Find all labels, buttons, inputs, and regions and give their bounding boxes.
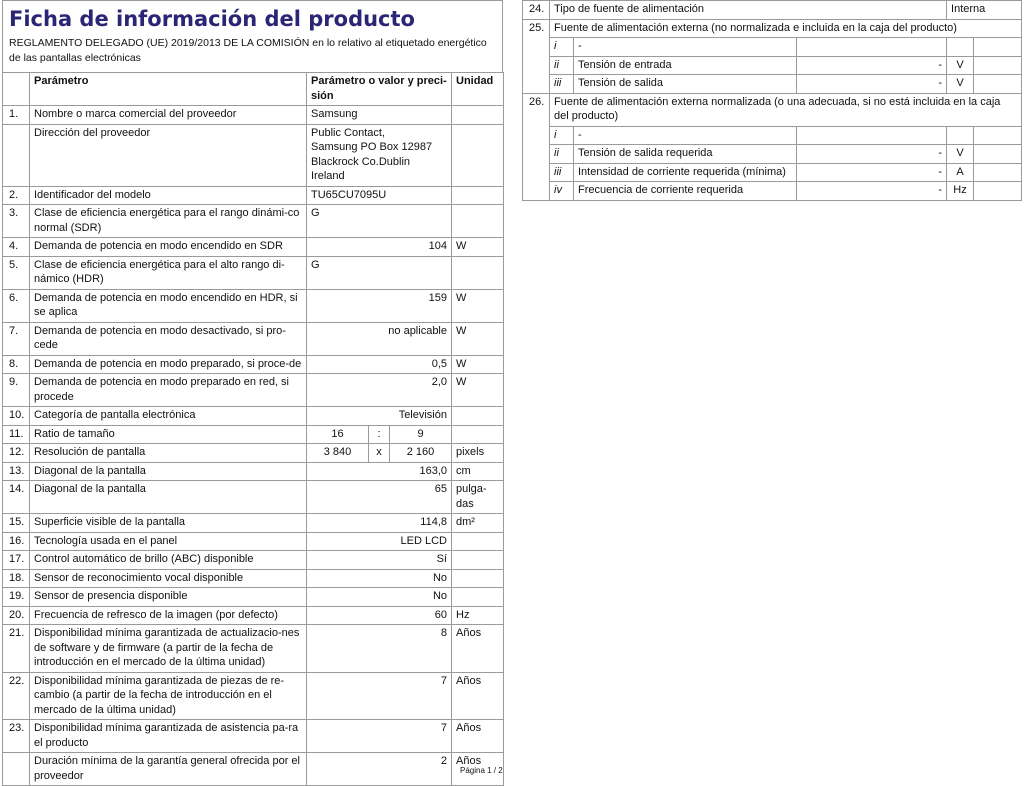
sub-unit: A (947, 163, 974, 182)
table-row (3, 753, 504, 786)
page-number: Página 1 / 2 (460, 766, 503, 775)
row-label: Demanda de potencia en modo preparado en red, si procede (30, 374, 307, 407)
row-label: Duración mínima de la garantía general ofrecida por el proveedor (30, 753, 307, 786)
table-row (3, 205, 504, 238)
sub-index: i (550, 126, 574, 145)
document-header (2, 0, 503, 72)
row-label: Ratio de tamaño (30, 425, 307, 444)
table-row (523, 182, 1022, 201)
row-number: 12. (3, 444, 30, 463)
sub-unit: V (947, 56, 974, 75)
table-row (3, 481, 504, 514)
row-value: Public Contact, Samsung PO Box 12987 Blackrock Co.Dublin Ireland (307, 124, 452, 186)
row-number: 15. (3, 514, 30, 533)
sub-value: - (797, 145, 947, 164)
row-value: 8 (307, 625, 452, 673)
sub-label: Frecuencia de corriente requerida (574, 182, 797, 201)
row-number: 16. (3, 532, 30, 551)
ratio-height-value: 9 (390, 425, 452, 444)
table-row (3, 551, 504, 570)
row-unit: pixels (452, 444, 504, 463)
row-number: 6. (3, 289, 30, 322)
product-info-panel (2, 0, 503, 786)
row-unit: Hz (452, 606, 504, 625)
table-row (523, 1, 1022, 20)
row-value: 114,8 (307, 514, 452, 533)
table-row (3, 238, 504, 257)
row-number: 19. (3, 588, 30, 607)
row-number: 8. (3, 355, 30, 374)
row-value: 60 (307, 606, 452, 625)
row-value: Interna (947, 1, 1022, 20)
row-unit (452, 407, 504, 426)
parameters-table (2, 72, 504, 786)
row-unit: Años (452, 672, 504, 720)
table-row (523, 75, 1022, 94)
row-unit (452, 106, 504, 125)
row-unit: pulga-das (452, 481, 504, 514)
row-number: 18. (3, 569, 30, 588)
ratio-separator: : (369, 425, 390, 444)
row-value: No (307, 569, 452, 588)
sub-unit (947, 126, 974, 145)
sub-index: iii (550, 163, 574, 182)
row-value: 159 (307, 289, 452, 322)
sub-index: iv (550, 182, 574, 201)
row-value: 7 (307, 672, 452, 720)
row-value: 7 (307, 720, 452, 753)
sub-label: - (574, 38, 797, 57)
row-unit: W (452, 238, 504, 257)
row-label: Disponibilidad mínima garantizada de actualizacio-nes de software y de firmware (a partir de la fecha de introducción en el mercado de la última unidad) (30, 625, 307, 673)
row-value: TU65CU7095U (307, 186, 452, 205)
row-unit (452, 588, 504, 607)
row-value: no aplicable (307, 322, 452, 355)
table-row (523, 56, 1022, 75)
row-label: Superficie visible de la pantalla (30, 514, 307, 533)
row-number (3, 124, 30, 186)
table-row (3, 588, 504, 607)
row-number: 14. (3, 481, 30, 514)
row-unit (452, 186, 504, 205)
row-number: 13. (3, 462, 30, 481)
row-unit: Años (452, 753, 504, 786)
sub-index: i (550, 38, 574, 57)
resolution-height-value: 2 160 (390, 444, 452, 463)
row-value: Samsung (307, 106, 452, 125)
table-row (3, 407, 504, 426)
row-label: Identificador del modelo (30, 186, 307, 205)
row-label: Categoría de pantalla electrónica (30, 407, 307, 426)
row-value: No (307, 588, 452, 607)
table-row (523, 19, 1022, 38)
row-label: Disponibilidad mínima garantizada de piezas de re-cambio (a partir de la fecha de introducción en el mercado de la última unidad) (30, 672, 307, 720)
row-label: Nombre o marca comercial del proveedor (30, 106, 307, 125)
table-row (3, 672, 504, 720)
header-unit: Unidad (452, 73, 504, 106)
row-value: 104 (307, 238, 452, 257)
row-label: Diagonal de la pantalla (30, 481, 307, 514)
sub-value (797, 126, 947, 145)
row-unit (452, 569, 504, 588)
row-unit: W (452, 322, 504, 355)
row-number (3, 753, 30, 786)
row-value: 0,5 (307, 355, 452, 374)
row-label: Resolución de pantalla (30, 444, 307, 463)
row-number: 3. (3, 205, 30, 238)
row-value: 2 (307, 753, 452, 786)
table-header-row (3, 73, 504, 106)
header-parameter: Parámetro (30, 73, 307, 106)
row-label: Sensor de presencia disponible (30, 588, 307, 607)
sub-value: - (797, 56, 947, 75)
sub-label: - (574, 126, 797, 145)
table-row (3, 186, 504, 205)
row-number: 4. (3, 238, 30, 257)
sub-value (797, 38, 947, 57)
table-row (3, 514, 504, 533)
row-label: Demanda de potencia en modo preparado, si proce-de (30, 355, 307, 374)
table-row (3, 720, 504, 753)
row-number: 24. (523, 1, 550, 20)
row-unit (452, 205, 504, 238)
row-value: G (307, 205, 452, 238)
table-row (3, 374, 504, 407)
row-value: 65 (307, 481, 452, 514)
row-label: Sensor de reconocimiento vocal disponible (30, 569, 307, 588)
row-number: 20. (3, 606, 30, 625)
ratio-width-value: 16 (307, 425, 369, 444)
table-row (523, 126, 1022, 145)
table-row (523, 38, 1022, 57)
table-row (3, 532, 504, 551)
row-label: Demanda de potencia en modo desactivado, si pro-cede (30, 322, 307, 355)
row-label: Fuente de alimentación externa normalizada (o una adecuada, si no está incluida en la caja del producto) (550, 93, 1022, 126)
row-number: 10. (3, 407, 30, 426)
row-number: 5. (3, 256, 30, 289)
row-number: 11. (3, 425, 30, 444)
table-row (523, 163, 1022, 182)
table-row (3, 462, 504, 481)
sub-label: Tensión de salida (574, 75, 797, 94)
row-number: 21. (3, 625, 30, 673)
sub-value: - (797, 182, 947, 201)
row-number: 22. (3, 672, 30, 720)
page-title: Ficha de información del producto (9, 7, 415, 31)
row-label: Demanda de potencia en modo encendido en SDR (30, 238, 307, 257)
table-row (523, 93, 1022, 126)
resolution-width-value: 3 840 (307, 444, 369, 463)
power-supply-table (522, 0, 1022, 201)
row-value: LED LCD (307, 532, 452, 551)
row-unit (452, 124, 504, 186)
row-label: Dirección del proveedor (30, 124, 307, 186)
row-label: Clase de eficiencia energética para el alto rango di-námico (HDR) (30, 256, 307, 289)
table-row (3, 625, 504, 673)
row-label: Fuente de alimentación externa (no normalizada e incluida en la caja del producto) (550, 19, 1022, 38)
row-label: Tecnología usada en el panel (30, 532, 307, 551)
row-unit: Años (452, 720, 504, 753)
sub-unit: V (947, 75, 974, 94)
table-row (3, 322, 504, 355)
sub-label: Tensión de entrada (574, 56, 797, 75)
table-row (3, 444, 504, 463)
sub-index: ii (550, 56, 574, 75)
resolution-separator: x (369, 444, 390, 463)
row-unit (452, 532, 504, 551)
table-row (3, 124, 504, 186)
row-number: 9. (3, 374, 30, 407)
table-row (3, 256, 504, 289)
row-value: Sí (307, 551, 452, 570)
table-row (3, 606, 504, 625)
row-label: Demanda de potencia en modo encendido en HDR, si se aplica (30, 289, 307, 322)
row-label: Clase de eficiencia energética para el rango dinámi-co normal (SDR) (30, 205, 307, 238)
row-label: Tipo de fuente de alimentación (550, 1, 947, 20)
sub-unit: V (947, 145, 974, 164)
row-unit: W (452, 355, 504, 374)
regulation-text: REGLAMENTO DELEGADO (UE) 2019/2013 DE LA COMISIÓN en lo relativo al etiquetado energético de las pantallas electrónicas (9, 37, 487, 64)
row-value: 2,0 (307, 374, 452, 407)
row-label: Frecuencia de refresco de la imagen (por defecto) (30, 606, 307, 625)
row-label: Control automático de brillo (ABC) disponible (30, 551, 307, 570)
row-number: 25. (523, 19, 550, 93)
power-supply-panel (522, 0, 1021, 201)
row-number: 23. (3, 720, 30, 753)
row-number: 26. (523, 93, 550, 200)
sub-label: Tensión de salida requerida (574, 145, 797, 164)
table-row (523, 145, 1022, 164)
row-number: 7. (3, 322, 30, 355)
row-unit: dm² (452, 514, 504, 533)
sub-label: Intensidad de corriente requerida (mínima) (574, 163, 797, 182)
table-row (3, 106, 504, 125)
row-value: 163,0 (307, 462, 452, 481)
row-value: Televisión (307, 407, 452, 426)
table-row (3, 569, 504, 588)
row-unit (452, 551, 504, 570)
row-unit: W (452, 289, 504, 322)
row-number: 2. (3, 186, 30, 205)
row-unit: Años (452, 625, 504, 673)
row-value: G (307, 256, 452, 289)
table-row (3, 289, 504, 322)
row-unit: cm (452, 462, 504, 481)
row-unit (452, 256, 504, 289)
row-label: Disponibilidad mínima garantizada de asistencia pa-ra el producto (30, 720, 307, 753)
sub-index: ii (550, 145, 574, 164)
row-number: 1. (3, 106, 30, 125)
sub-unit (947, 38, 974, 57)
sub-value: - (797, 75, 947, 94)
header-value: Parámetro o valor y preci-sión (307, 73, 452, 106)
row-label: Diagonal de la pantalla (30, 462, 307, 481)
sub-unit: Hz (947, 182, 974, 201)
row-unit (452, 425, 504, 444)
sub-index: iii (550, 75, 574, 94)
sub-value: - (797, 163, 947, 182)
table-row (3, 425, 504, 444)
row-number: 17. (3, 551, 30, 570)
row-unit: W (452, 374, 504, 407)
table-row (3, 355, 504, 374)
